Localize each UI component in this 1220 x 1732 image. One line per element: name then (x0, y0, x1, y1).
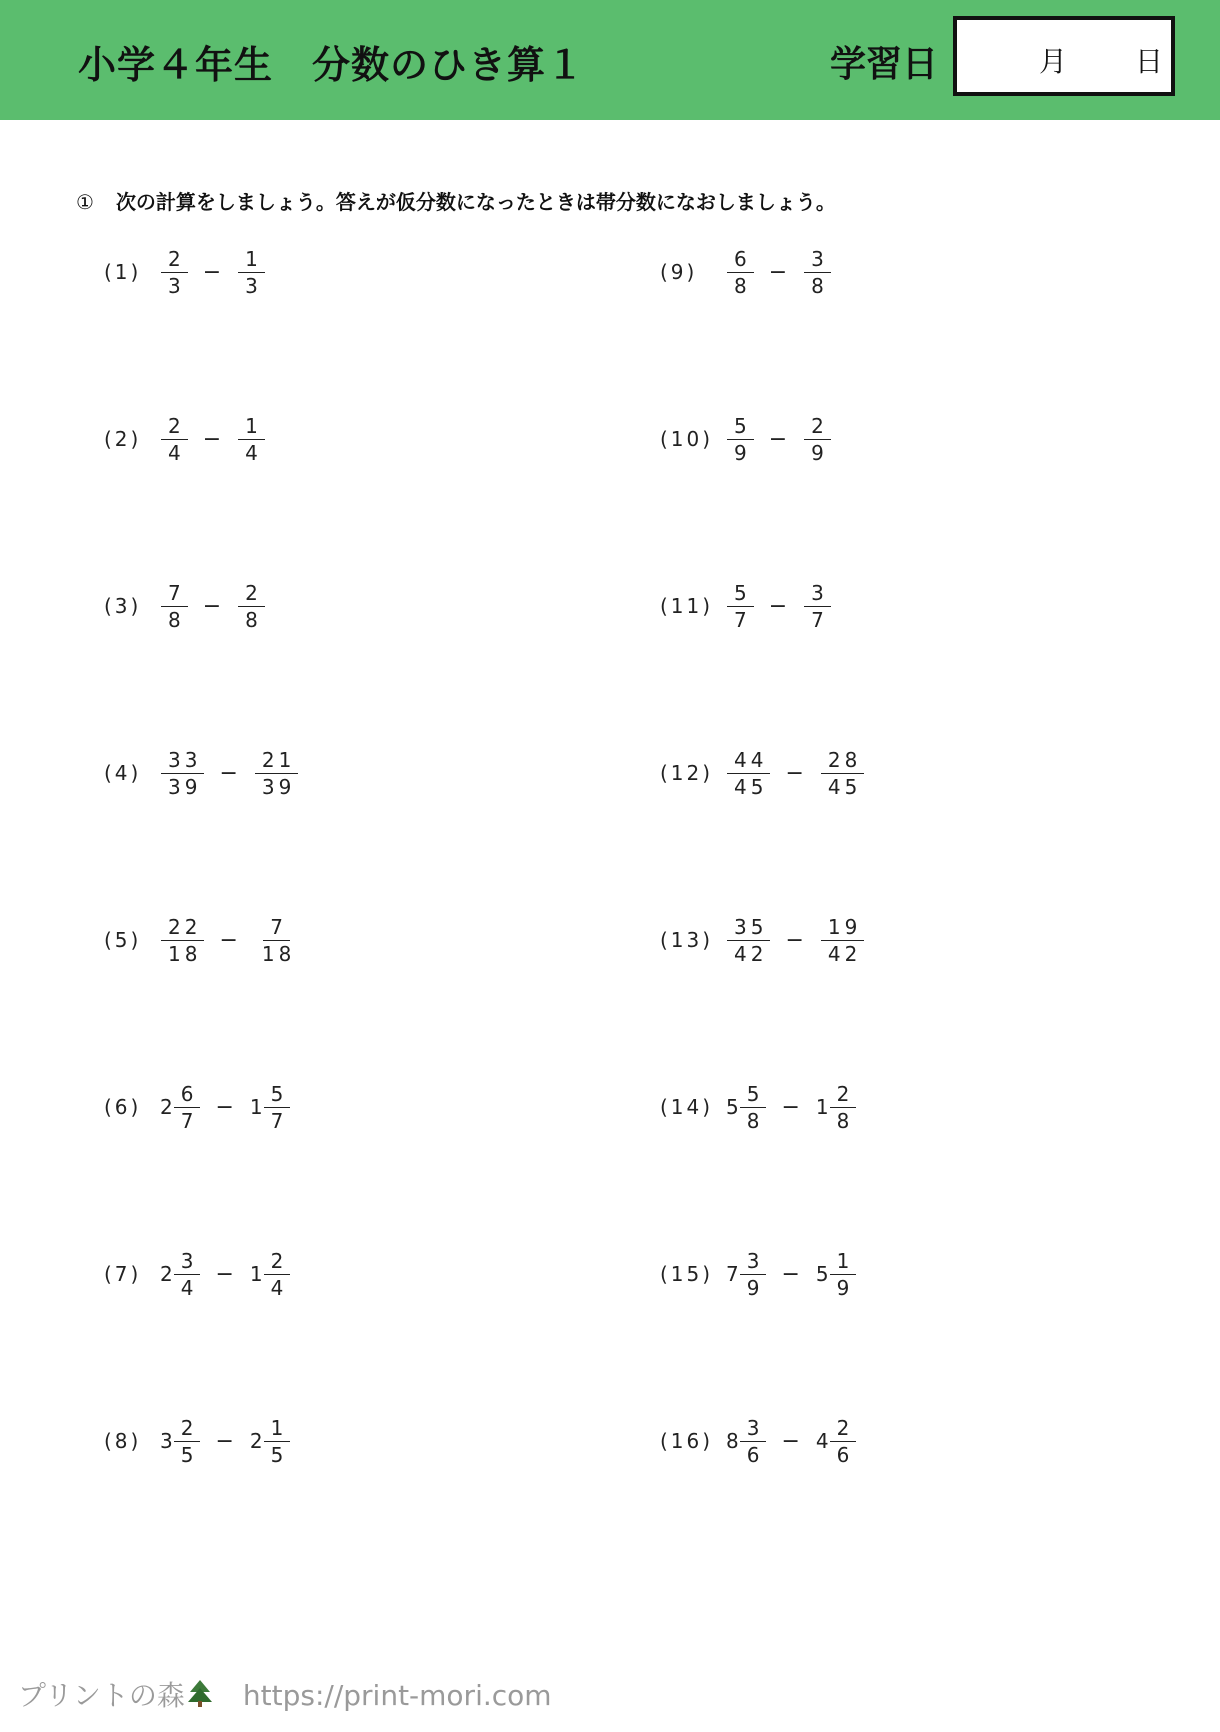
minus-sign: − (215, 1428, 234, 1454)
whole-number: 8 (726, 1429, 739, 1453)
problem-number: (16) (660, 1429, 714, 1453)
minus-sign: − (785, 927, 804, 953)
fraction (740, 1415, 767, 1467)
denominator: 39 (168, 774, 202, 799)
fraction (804, 413, 831, 465)
problem-item (660, 1077, 857, 1137)
fraction (264, 1415, 291, 1467)
problem-item (104, 409, 266, 469)
fraction (255, 914, 298, 966)
problem-number: (7) (104, 1262, 142, 1286)
problem-number: (4) (104, 761, 142, 785)
numerator: 2 (161, 416, 188, 440)
fraction (174, 1081, 201, 1133)
problem-number: (6) (104, 1095, 142, 1119)
denominator: 42 (827, 941, 862, 966)
whole-number: 2 (249, 1429, 263, 1453)
whole-number: 3 (160, 1429, 173, 1453)
denominator: 4 (245, 440, 262, 465)
denominator: 7 (180, 1108, 198, 1133)
problem-item (660, 910, 865, 970)
fraction (255, 747, 298, 799)
minus-sign: − (781, 1428, 800, 1454)
denominator: 42 (734, 941, 768, 966)
fraction (727, 246, 754, 298)
fraction (161, 747, 204, 799)
footer-brand: プリントの森 (18, 1679, 185, 1712)
instruction-text: 次の計算をしましょう。答えが仮分数になったときは帯分数になおしましょう。 (115, 190, 836, 214)
numerator: 21 (255, 750, 298, 774)
denominator: 7 (811, 607, 828, 632)
problem-number: (3) (104, 594, 142, 618)
problem-number: (1) (104, 260, 142, 284)
problem-number: (12) (660, 761, 714, 785)
numerator: 44 (727, 750, 770, 774)
fraction (238, 246, 265, 298)
whole-number: 4 (815, 1429, 829, 1453)
denominator: 9 (836, 1275, 854, 1300)
denominator: 7 (270, 1108, 288, 1133)
minus-sign: − (785, 760, 804, 786)
numerator: 2 (830, 1418, 857, 1442)
problem-number: (13) (660, 928, 714, 952)
numerator: 6 (174, 1084, 201, 1108)
numerator: 3 (740, 1418, 767, 1442)
problem-item (660, 1411, 857, 1471)
fraction (264, 1081, 291, 1133)
minus-sign: − (219, 927, 238, 953)
denominator: 3 (168, 273, 185, 298)
denominator: 7 (734, 607, 751, 632)
numerator: 22 (161, 917, 204, 941)
denominator: 9 (746, 1275, 764, 1300)
fraction (821, 914, 864, 966)
problem-number: (14) (660, 1095, 714, 1119)
numerator: 35 (727, 917, 770, 941)
fraction (740, 1248, 767, 1300)
numerator: 2 (804, 416, 831, 440)
denominator: 8 (168, 607, 185, 632)
fraction (830, 1081, 857, 1133)
problem-number: (8) (104, 1429, 142, 1453)
denominator: 8 (734, 273, 751, 298)
numerator: 2 (174, 1418, 201, 1442)
numerator: 28 (821, 750, 864, 774)
whole-number: 1 (249, 1095, 263, 1119)
denominator: 8 (811, 273, 828, 298)
problem-item (104, 910, 299, 970)
denominator: 9 (811, 440, 828, 465)
fraction (264, 1248, 291, 1300)
denominator: 4 (270, 1275, 288, 1300)
problem-item (104, 743, 299, 803)
numerator: 2 (264, 1251, 291, 1275)
fraction (830, 1415, 857, 1467)
instruction (76, 186, 836, 215)
fraction (727, 580, 754, 632)
minus-sign: − (768, 593, 788, 619)
problem-item (660, 242, 832, 302)
fraction (727, 747, 770, 799)
fraction (161, 914, 204, 966)
denominator: 18 (261, 941, 296, 966)
numerator: 5 (740, 1084, 767, 1108)
problem-item (660, 743, 865, 803)
fraction (727, 914, 770, 966)
denominator: 9 (734, 440, 751, 465)
numerator: 7 (161, 583, 188, 607)
denominator: 45 (734, 774, 768, 799)
minus-sign: − (781, 1261, 800, 1287)
problem-number: (9) (660, 260, 698, 284)
denominator: 8 (836, 1108, 854, 1133)
numerator: 6 (727, 249, 754, 273)
numerator: 1 (238, 249, 265, 273)
denominator: 6 (836, 1442, 854, 1467)
numerator: 7 (263, 917, 290, 941)
numerator: 5 (264, 1084, 291, 1108)
numerator: 1 (238, 416, 265, 440)
problem-number: (5) (104, 928, 142, 952)
whole-number: 1 (815, 1095, 829, 1119)
whole-number: 5 (726, 1095, 739, 1119)
minus-sign: − (202, 426, 222, 452)
fraction (804, 246, 831, 298)
problem-number: (2) (104, 427, 142, 451)
instruction-number: ① (76, 190, 94, 214)
fraction (161, 246, 188, 298)
fraction (821, 747, 864, 799)
numerator: 1 (264, 1418, 291, 1442)
denominator: 8 (245, 607, 262, 632)
denominator: 6 (746, 1442, 764, 1467)
denominator: 3 (245, 273, 262, 298)
day-label: 日 (1135, 45, 1164, 78)
fraction (161, 580, 188, 632)
minus-sign: − (202, 593, 222, 619)
denominator: 8 (746, 1108, 764, 1133)
minus-sign: − (768, 426, 788, 452)
problem-item (104, 1244, 291, 1304)
fraction (161, 413, 188, 465)
denominator: 5 (180, 1442, 198, 1467)
numerator: 19 (821, 917, 864, 941)
fraction (830, 1248, 857, 1300)
problem-number: (10) (660, 427, 714, 451)
whole-number: 5 (815, 1262, 829, 1286)
whole-number: 2 (160, 1095, 173, 1119)
fraction (174, 1415, 201, 1467)
problem-number: (11) (660, 594, 714, 618)
footer-url[interactable]: https://print-mori.com (242, 1679, 552, 1712)
fraction (174, 1248, 201, 1300)
fraction (727, 413, 754, 465)
denominator: 39 (261, 774, 296, 799)
denominator: 4 (168, 440, 185, 465)
minus-sign: − (215, 1261, 234, 1287)
denominator: 5 (270, 1442, 288, 1467)
numerator: 3 (174, 1251, 201, 1275)
study-date-label: 学習日 (830, 44, 939, 85)
numerator: 2 (238, 583, 265, 607)
numerator: 5 (727, 583, 754, 607)
fraction (238, 580, 265, 632)
problem-item (660, 1244, 857, 1304)
whole-number: 7 (726, 1262, 739, 1286)
fraction (740, 1081, 767, 1133)
footer (18, 1674, 552, 1714)
problem-item (104, 1077, 291, 1137)
numerator: 3 (804, 249, 831, 273)
numerator: 2 (161, 249, 188, 273)
numerator: 2 (830, 1084, 857, 1108)
minus-sign: − (215, 1094, 234, 1120)
numerator: 5 (727, 416, 754, 440)
header-bar (0, 0, 1220, 120)
problem-item (104, 242, 266, 302)
numerator: 1 (830, 1251, 857, 1275)
month-label: 月 (1039, 45, 1068, 78)
problem-item (660, 576, 832, 636)
minus-sign: − (781, 1094, 800, 1120)
numerator: 3 (740, 1251, 767, 1275)
whole-number: 2 (160, 1262, 173, 1286)
denominator: 45 (827, 774, 862, 799)
minus-sign: − (768, 259, 788, 285)
whole-number: 1 (249, 1262, 263, 1286)
fraction (804, 580, 831, 632)
problem-item (104, 1411, 291, 1471)
numerator: 33 (161, 750, 204, 774)
problem-number: (15) (660, 1262, 714, 1286)
problem-item (104, 576, 266, 636)
denominator: 18 (168, 941, 202, 966)
minus-sign: − (202, 259, 222, 285)
page-title: 小学４年生 分数のひき算１ (78, 43, 586, 87)
problem-item (660, 409, 832, 469)
denominator: 4 (180, 1275, 198, 1300)
numerator: 3 (804, 583, 831, 607)
minus-sign: − (219, 760, 238, 786)
tree-icon (187, 1680, 213, 1708)
fraction (238, 413, 265, 465)
study-date-box[interactable] (953, 16, 1175, 96)
